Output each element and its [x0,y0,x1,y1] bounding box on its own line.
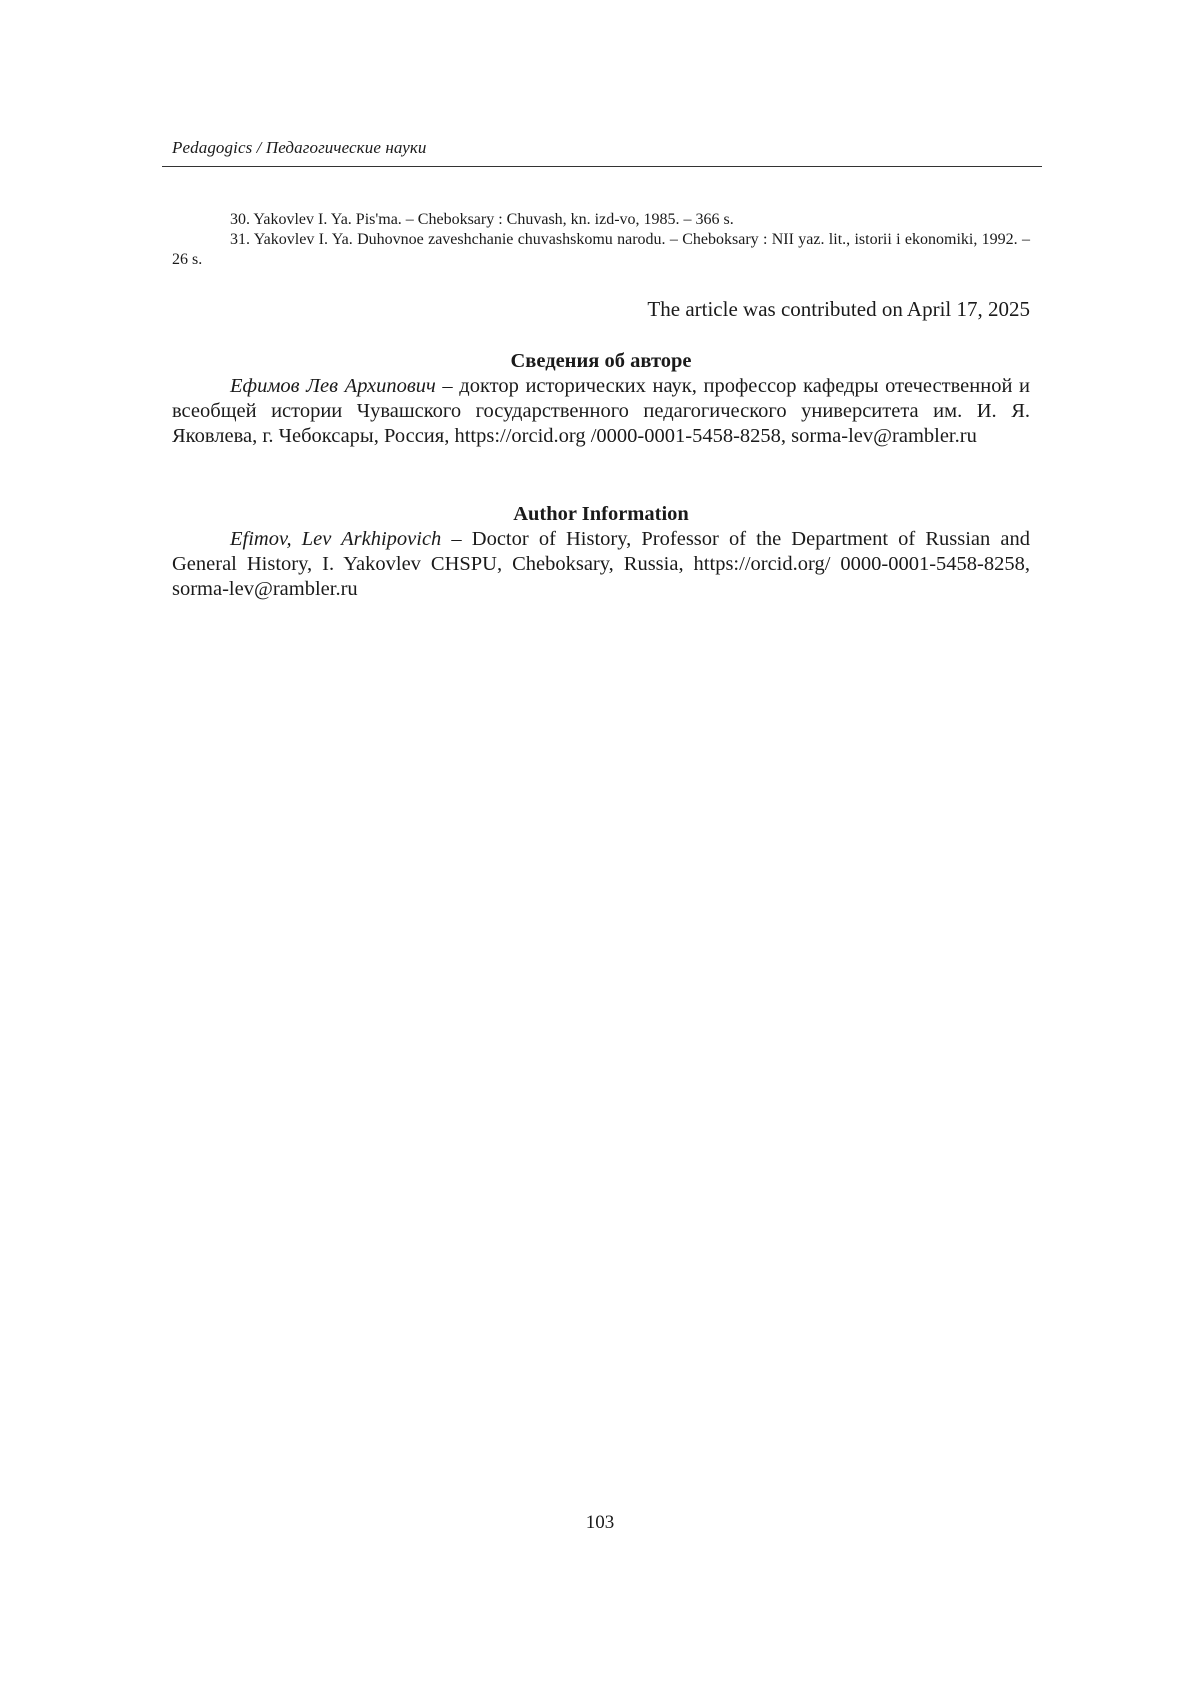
page-number: 103 [585,1512,615,1533]
author-info-en-heading: Author Information [513,503,689,525]
running-header [172,138,1042,158]
reference-list [172,210,1030,270]
author-info-ru-text [172,374,1030,449]
author-info-en [172,502,1030,602]
author-details-en: – Doctor of History, Professor of the Department of Russian and General History, I. Yakovlev CHSPU, Cheboksary, Russia, https://orcid.org/ 0000-0001-5458-8258, sorma-lev@rambler.ru [172,528,1030,600]
author-info-en-text [172,527,1030,602]
author-info-ru [172,349,1030,449]
author-details-ru: – доктор исторических наук, профессор кафедры отечественной и всеобщей истории Чувашского государственного педагогического университета им. И. Я. Яковлева, г. Чебоксары, Россия, https://orcid.org /0000-0001-5458-8258, sorma-lev@rambler.ru [172,375,1030,447]
contribution-date-note: The article was contributed on April 17, 2025 [647,297,1030,321]
author-info-ru-heading: Сведения об авторе [510,350,692,372]
author-name-en: Efimov, Lev Arkhipovich [230,528,442,550]
header-divider [162,166,1042,167]
running-title: Pedagogics / Педагогические науки [172,138,427,157]
author-name-ru: Ефимов Лев Архипович [230,375,436,397]
reference-item: 30. Yakovlev I. Ya. Pis'ma. – Cheboksary : Chuvash, kn. izd-vo, 1985. – 366 s. [230,211,734,228]
reference-item: 31. Yakovlev I. Ya. Duhovnoe zaveshchanie chuvashskomu narodu. – Cheboksary : NII yaz. lit., istorii i ekonomiki, 1992. – 26 s. [172,231,1030,268]
